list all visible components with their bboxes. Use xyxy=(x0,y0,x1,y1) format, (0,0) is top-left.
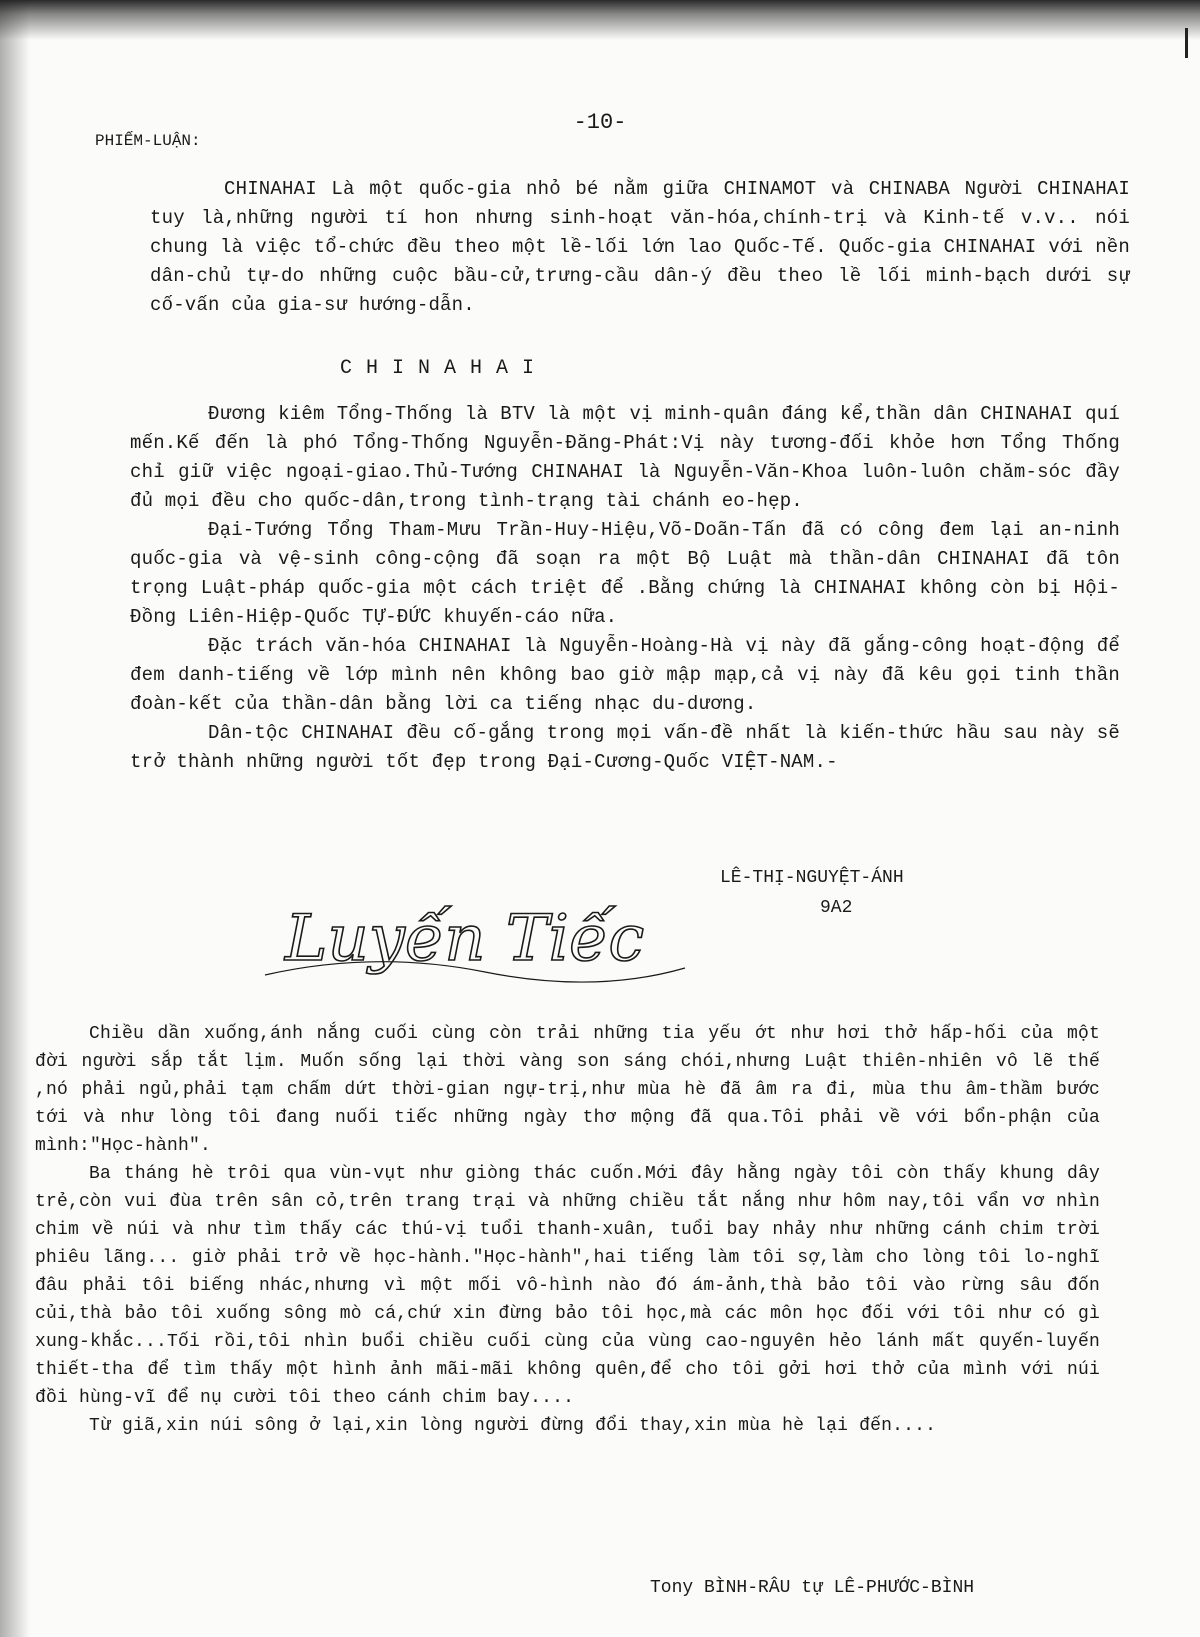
story-paragraph: Từ giã,xin núi sông ở lại,xin lòng người đừng đổi thay,xin mùa hè lại đến.... xyxy=(89,1416,937,1436)
story-paragraph: Ba tháng hè trôi qua vùn-vụt như giòng thác cuốn.Mới đây hằng ngày tôi còn thấy khung dây trẻ,còn vui đùa trên sân cỏ,trên trang trại và những chiều tắt nắng như hôm nay,tôi vẩn vơ nhìn chim về núi và như tìm thấy các thú-vị tuổi thanh-xuân, tuổi bay nhảy như những cánh chim trời phiêu lãng... giờ phải trở về học-hành."Học-hành",hai tiếng làm tôi sợ,làm cho lòng tôi lo-nghĩ đâu phải tôi biếng nhác,nhưng vì một mối vô-hình nào đó ám-ảnh,thà bảo tôi vào rừng sâu đốn củi,thà bảo tôi xuống sông mò cá,chứ xin đừng bảo tôi học,mà các môn học đối với tôi như có gì xung-khắc...Tối rồi,tôi nhìn buổi chiều cuối cùng của vùng cao-nguyên hẻo lánh mất quyến-luyến thiết-tha để tìm thấy một hình ảnh mãi-mãi không quên,để cho tôi gởi hơi thở của mình với núi đồi hùng-vĩ để nụ cười tôi theo cánh chim bay.... xyxy=(35,1164,1100,1408)
article-body xyxy=(130,400,1120,777)
scan-mark xyxy=(1185,28,1188,58)
section-heading: PHIẾM-LUẬN: xyxy=(95,132,201,150)
svg-text:Luyến Tiếc: Luyến Tiếc xyxy=(285,902,645,976)
story-author: Tony BÌNH-RÂU tự LÊ-PHƯỚC-BÌNH xyxy=(650,1578,975,1598)
story-paragraph: Chiều dần xuống,ánh nắng cuối cùng còn trải những tia yếu ớt như hơi thở hấp-hối của một đời người sắp tắt lịm. Muốn sống lại thời vàng son sáng chói,nhưng Luật thiên-nhiên vô lẽ thế ,nó phải ngủ,phải tạm chấm dứt thời-gian ngự-trị,như mùa hè đã âm ra đi, mùa thu âm-thầm bước tới và như lòng tôi đang nuối tiếc những ngày thơ mộng đã qua.Tôi phải về với bổn-phận của mình:"Học-hành". xyxy=(35,1024,1100,1156)
body-paragraph: Đặc trách văn-hóa CHINAHAI là Nguyễn-Hoàng-Hà vị này đã gắng-công hoạt-động để đem danh-tiếng về lớp mình nên không bao giờ mập mạp,cả vị này đã kêu gọi tinh thần đoàn-kết của thần-dân bằng lời ca tiếng nhạc du-dương. xyxy=(130,635,1120,715)
handwritten-title xyxy=(255,880,695,995)
intro-text: CHINAHAI Là một quốc-gia nhỏ bé nằm giữa CHINAMOT và CHINABA Người CHINAHAI tuy là,những người tí hon nhưng sinh-hoạt văn-hóa,chính-trị và Kinh-tế v.v.. nói chung là việc tổ-chức đều theo một lề-lối lớn lao Quốc-Tế. Quốc-gia CHINAHAI với nền dân-chủ tự-do những cuộc bầu-cử,trưng-cầu dân-ý đều theo lề lối minh-bạch dưới sự cố-vấn của gia-sư hướng-dẫn. xyxy=(150,178,1130,316)
section-title: CHINAHAI xyxy=(340,357,549,380)
body-paragraph: Đại-Tướng Tổng Tham-Mưu Trần-Huy-Hiệu,Võ-Doãn-Tấn đã có công đem lại an-ninh quốc-gia và vệ-sinh công-cộng đã soạn ra một Bộ Luật mà thần-dân CHINAHAI đã tôn trọng Luật-pháp quốc-gia một cách triệt để .Bằng chứng là CHINAHAI không còn bị Hội-Đồng Liên-Hiệp-Quốc TỰ-ĐỨC khuyến-cáo nữa. xyxy=(130,519,1120,628)
scan-shadow-top xyxy=(0,0,1200,40)
body-paragraph: Đương kiêm Tổng-Thống là BTV là một vị minh-quân đáng kể,thần dân CHINAHAI quí mến.Kế đến là phó Tổng-Thống Nguyễn-Đăng-Phát:Vị này tương-đối khỏe hơn Tổng Thống chỉ giữ việc ngoại-giao.Thủ-Tướng CHINAHAI là Nguyễn-Văn-Khoa luôn-luôn chăm-sóc đầy đủ mọi đều cho quốc-dân,trong tình-trạng tài chánh eo-hẹp. xyxy=(130,403,1120,512)
intro-paragraph xyxy=(150,175,1130,320)
story-body xyxy=(35,1020,1100,1440)
scan-shadow-left xyxy=(0,0,30,1637)
author-name: LÊ-THỊ-NGUYỆT-ÁNH xyxy=(720,868,904,888)
page-number: -10- xyxy=(573,110,627,135)
author-class: 9A2 xyxy=(820,898,853,918)
body-paragraph: Dân-tộc CHINAHAI đều cố-gắng trong mọi vấn-đề nhất là kiến-thức hầu sau này sẽ trở thành những người tốt đẹp trong Đại-Cương-Quốc VIỆT-NAM.- xyxy=(130,722,1120,773)
